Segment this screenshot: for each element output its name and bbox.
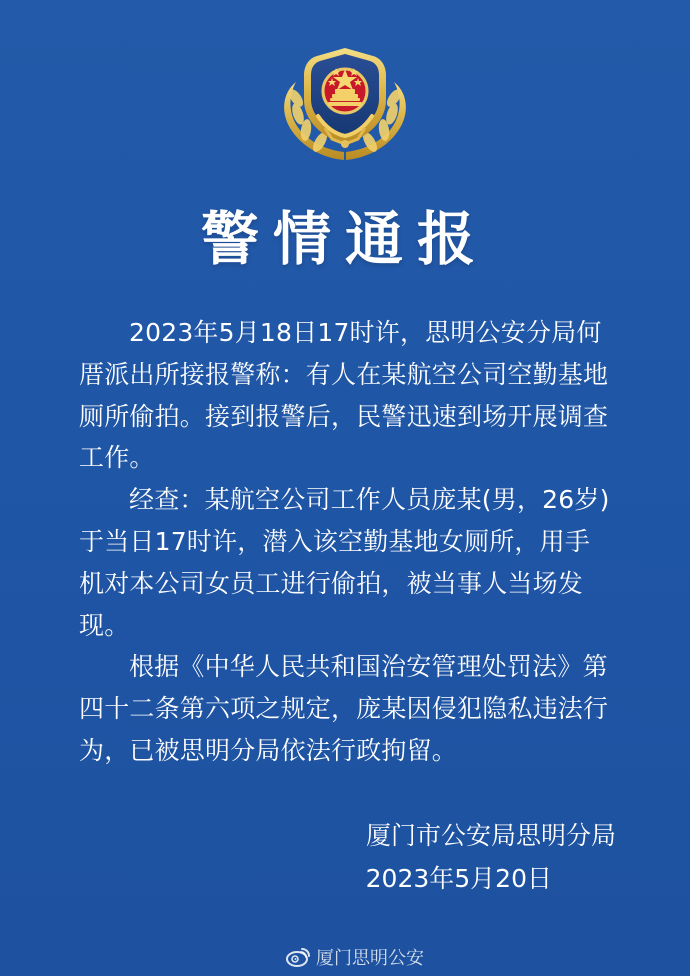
watermark — [285, 943, 445, 971]
notice-body — [79, 312, 613, 772]
police-emblem-icon — [278, 38, 412, 170]
notice-paragraph: 经查：某航空公司工作人员庞某(男，26岁)于当日17时许，潜入该空勤基地女厕所，用手机对本公司女员工进行偷拍，被当事人当场发现。 — [79, 485, 610, 640]
issuing-organization: 厦门市公安局思明分局 — [365, 821, 616, 850]
watermark-text: 厦门思明公安 — [316, 948, 424, 969]
notice-paragraph: 2023年5月18日17时许，思明公安分局何厝派出所接报警称：有人在某航空公司空勤基地厕所偷拍。接到报警后，民警迅速到场开展调查工作。 — [79, 318, 609, 473]
signature-block — [316, 814, 616, 900]
weibo-icon — [285, 945, 311, 969]
notice-title: 警情通报 — [200, 205, 489, 273]
notice-paragraph: 根据《中华人民共和国治安管理处罚法》第四十二条第六项之规定，庞某因侵犯隐私违法行为，已被思明分局依法行政拘留。 — [79, 652, 609, 765]
issue-date: 2023年5月20日 — [365, 864, 552, 893]
